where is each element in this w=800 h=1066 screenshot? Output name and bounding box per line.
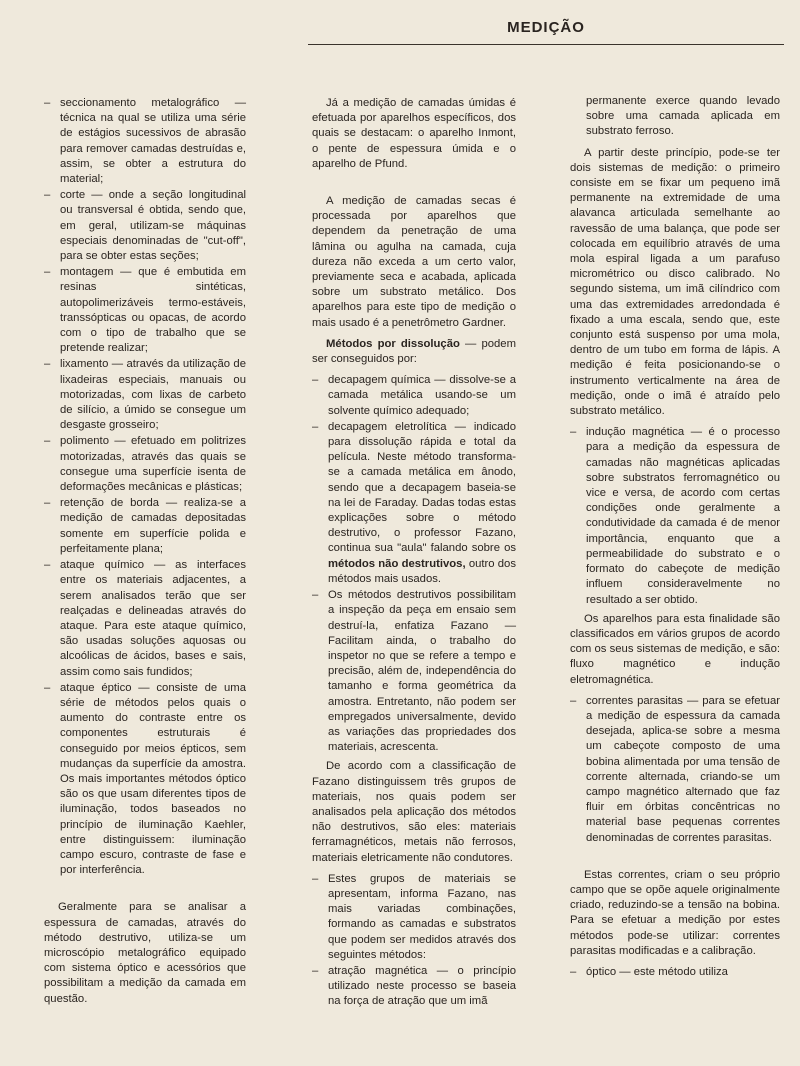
method-list xyxy=(312,872,516,1010)
list-item: – indução magnética — é o processo para a medição da espessura de camadas não magnéticas aplicadas sobre substratos ferromagnético ou vice e versa, de acordo com certas condições onde geralmente a condutividade da camada é de menor importância, enquanto que a permeabilidade do substrato e o formato do cabeçote de medição influem consideravelmente no resultado a ser obtido. xyxy=(570,425,780,607)
list-item: – ataque químico — as interfaces entre os materiais adjacentes, a serem analisados terão que ser realçadas e delineadas através do ataque. Para este ataque químico, são usadas soluções aquosas ou alcoólicas de ácidos, bases e sais, assim como sais fundidos; xyxy=(44,558,246,680)
paragraph: Geralmente para se analisar a espessura de camadas, através do método destrutivo, utiliza-se um microscópio metalográfico equipado com sistema óptico e acessórios que possibilitam a medição da camada em questão. xyxy=(44,901,246,1005)
list-item-text: outro dos métodos mais usados. xyxy=(328,557,516,585)
list-item: – corte — onde a seção longitudinal ou transversal é obtida, sendo que, em geral, utilizam-se máquinas especiais denominadas de "cut-off", para se obter estas seções; xyxy=(44,188,246,264)
paragraph: Já a medição de camadas úmidas é efetuada por aparelhos específicos, dos quais se destacam: o aparelho Inmont, o pente de espessura úmida e o aparelho de Pfund. xyxy=(312,97,516,170)
paragraph-continuation: permanente exerce quando levado sobre uma camada aplicada em substrato ferroso. xyxy=(586,95,780,138)
list-item: – retenção de borda — realiza-se a medição de camadas depositadas somente em superfície polida e perfeitamente plana; xyxy=(44,496,246,557)
list-item: – correntes parasitas — para se efetuar a medição de espessura da camada desejada, aplica-se sobre a mesma um cabeçote composto de uma bobina alimentada por uma tensão de corrente alternada, criando-se um campo magnético alternado que faz fluir em órbitas concêntricas no material base pequenas correntes denominadas de correntes parasitas. xyxy=(570,694,780,846)
method-list xyxy=(312,373,516,755)
paragraph: A medição de camadas secas é processada por aparelhos que dependem da penetração de uma lâmina ou agulha na camada, cuja dureza não exceda a um certo valor, previamente seca e acabada, aplicada sobre um substrato metálico. Dos aparelhos para este tipo de medição o mais usado é a penetrômetro Gardner. xyxy=(312,195,516,329)
column-2 xyxy=(312,96,516,1014)
list-item: – montagem — que é embutida em resinas sintéticas, autopolimerizáveis termo-estáveis, transsópticas ou opacas, de acordo com o tipo de trabalho que se pretende realizar; xyxy=(44,265,246,356)
method-list xyxy=(44,96,246,878)
paragraph: A partir deste princípio, pode-se ter dois sistemas de medição: o primeiro consiste em se fixar um pequeno imã permanente na extremidade de uma alavanca articulada semelhante ao ravessão de uma balança, que pode ser colocada em equilíbrio através de uma mola espiral ligada a um parafuso micrométrico ou disco calibrado. No segundo sistema, um imã cilíndrico com uma das extremidades arredondada é fixado a uma escala, sendo que, este conjunto está suspenso por uma mola, dentro de um tubo em forma de lápis. A medição é feita posicionando-se o instrumento verticalmente na área de medição, onde o imã é atraído pelo substrato metálico. xyxy=(570,146,780,418)
method-list xyxy=(570,694,780,846)
list-item: – Os métodos destrutivos possibilitam a inspeção da peça em ensaio sem destruí-la, enfatiza Fazano — Facilitam ainda, o trabalho do inspetor no que se refere a tempo e precisão, além de, independência do tamanho e forma geométrica da amostra. Entretanto, não podem ser empregados universalmente, devido as variações das propriedades dos materiais, acrescenta. xyxy=(312,588,516,755)
list-item: – ataque éptico — consiste de uma série de métodos pelos quais o aumento do contraste entre os componentes estruturais é conseguido por meios épticos, sem mudanças da superfície da amostra. Os mais importantes métodos óptico são os que usam diferentes tipos de iluminação, todos baseados no princípio de iluminação Kaehler, entre distinguissem: iluminação campo escuro, contraste de fase e por interferência. xyxy=(44,681,246,879)
bold-phrase: métodos não destrutivos, xyxy=(328,557,466,570)
list-item: – óptico — este método utiliza xyxy=(570,965,780,980)
list-item: – polimento — efetuado em politrizes motorizadas, através das quais se consegue uma superfície isenta de deformações mecânicas e plásticas; xyxy=(44,434,246,495)
page-title: MEDIÇÃO xyxy=(507,19,585,36)
method-list xyxy=(570,425,780,607)
list-item: – seccionamento metalográfico — técnica na qual se utiliza uma série de estágios sucessivos de abrasão para remover camadas destruídas e, assim, se obter a estrutura do material; xyxy=(44,96,246,187)
section-heading: Métodos por dissolução xyxy=(326,337,460,350)
paragraph: De acordo com a classificação de Fazano distinguissem três grupos de materiais, nos quais podem ser analisados pela aplicação dos métodos não destrutivos, são eles: materiais ferramagnéticos, metais não ferrosos, materiais eletricamente não condutores. xyxy=(312,760,516,864)
paragraph xyxy=(312,337,516,367)
list-item: – lixamento — através da utilização de lixadeiras especiais, manuais ou motorizadas, com lixas de carbeto de silício, a úmido se consegue um desgaste grosseiro; xyxy=(44,357,246,433)
column-1 xyxy=(44,96,246,1013)
paragraph: Estas correntes, criam o seu próprio campo que se opõe aquele originalmente criado, reduzindo-se a tensão na bobina. Para se efetuar a medição por estes métodos pode-se utilizar: correntes parasitas modificadas e a calibração. xyxy=(570,868,780,957)
page-header xyxy=(308,14,784,45)
paragraph: Os aparelhos para esta finalidade são classificados em vários grupos de acordo com os seus sistemas de medição, e são: fluxo magnético e indução eletromagnética. xyxy=(570,612,780,686)
column-3 xyxy=(570,94,780,984)
list-item xyxy=(312,420,516,587)
list-item: – atração magnética — o princípio utilizado neste processo se baseia na força de atração que um imã xyxy=(312,964,516,1010)
method-list xyxy=(570,965,780,980)
paragraph-text: — podem ser conseguidos por: xyxy=(312,337,516,366)
list-item: – decapagem química — dissolve-se a camada metálica usando-se um solvente químico adequado; xyxy=(312,373,516,419)
list-item: – Estes grupos de materiais se apresentam, informa Fazano, nas mais variadas combinações, formando as camadas e substratos que podem ser medidos através dos seguintes métodos: xyxy=(312,872,516,963)
list-item-text: decapagem eletrolítica — indicado para dissolução rápida e total da película. Neste método transforma-se a camada metálica em ânodo, sendo que a decapagem baseia-se na lei de Faraday. Dadas todas estas explicações sobre o método destrutivo, o professor Fazano, continua sua "aula" falando sobre os xyxy=(328,420,516,555)
